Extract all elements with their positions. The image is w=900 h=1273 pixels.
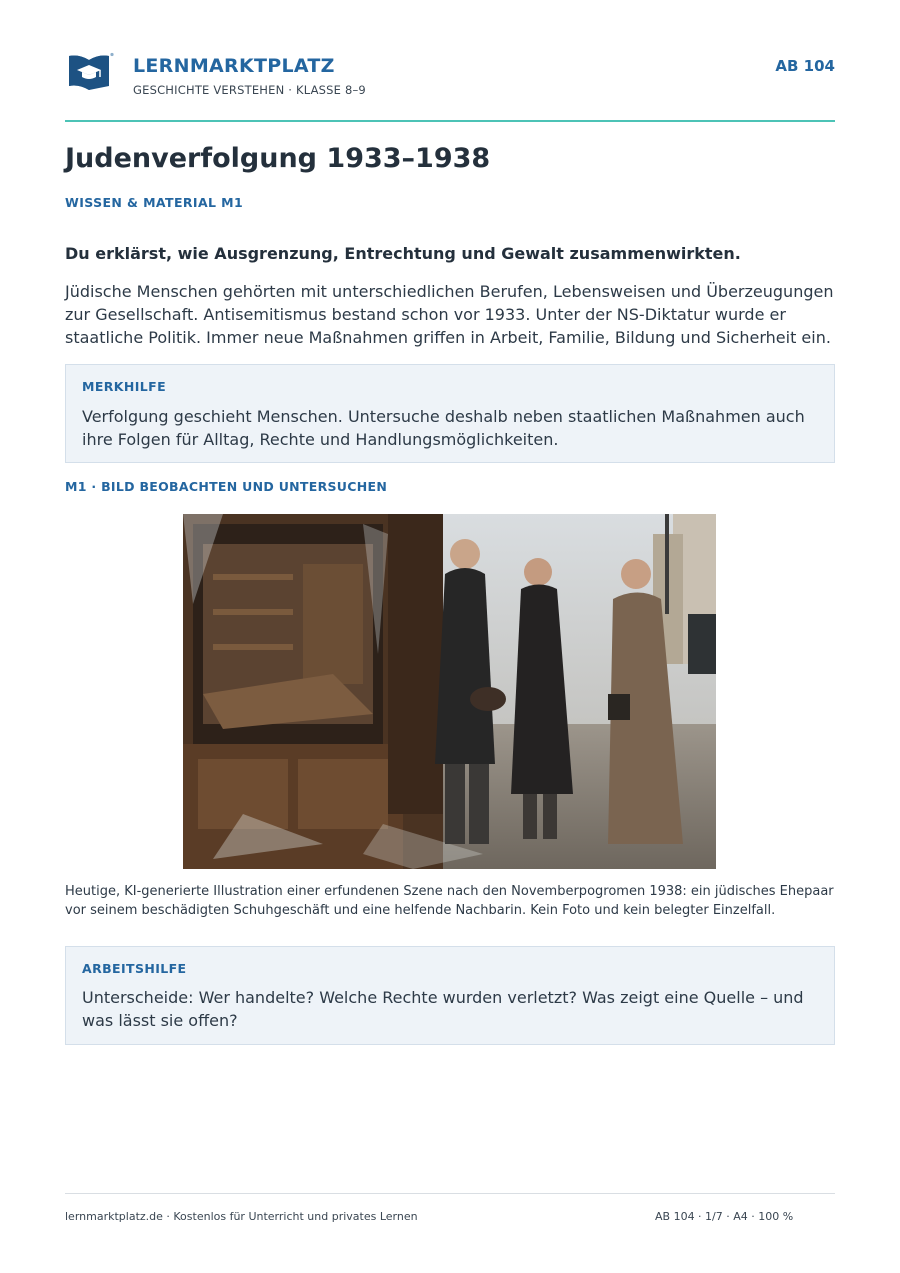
merkhilfe-text: Verfolgung geschieht Menschen. Untersuche deshalb neben staatlichen Maßnahmen auch ihre Folgen für Alltag, Rechte und Handlungsmöglichkeiten. (82, 407, 805, 449)
m1-heading: M1 · BILD BEOBACHTEN UND UNTERSUCHEN (65, 479, 388, 494)
intro-paragraph: Jüdische Menschen gehörten mit unterschiedlichen Berufen, Lebensweisen und Überzeugungen zur Gesellschaft. Antisemitismus bestand schon vor 1933. Unter der NS-Diktatur wurde er staatliche Politik. Immer neue Maßnahmen griffen in Arbeit, Familie, Bildung und Sicherheit ein. (65, 282, 834, 347)
worksheet-page (65, 0, 835, 1273)
footer-page-info: AB 104 · 1/7 · A4 · 100 % (655, 1210, 794, 1223)
arbeitshilfe-label: ARBEITSHILFE (82, 961, 187, 976)
learning-goal: Du erklärst, wie Ausgrenzung, Entrechtung und Gewalt zusammenwirkten. (65, 244, 741, 263)
arbeitshilfe-text: Unterscheide: Wer handelte? Welche Rechte wurden verletzt? Was zeigt eine Quelle – und was lässt sie offen? (82, 988, 804, 1030)
arbeitshilfe-box (65, 946, 835, 1045)
brand-subtitle: GESCHICHTE VERSTEHEN · KLASSE 8–9 (133, 83, 366, 97)
sheet-code: AB 104 (775, 57, 835, 75)
merkhilfe-label: MERKHILFE (82, 379, 167, 394)
brand-name: LERNMARKTPLATZ (133, 55, 335, 77)
m1-caption: Heutige, KI-generierte Illustration einer erfundenen Szene nach den Novemberpogromen 1938: ein jüdisches Ehepaar vor seinem beschädigten Schuhgeschäft und eine helfende Nachbarin. Kein Foto und kein belegter Einzelfall. (65, 884, 834, 918)
footer-site: lernmarktplatz.de · Kostenlos für Unterricht und privates Lernen (65, 1210, 418, 1223)
section-label: WISSEN & MATERIAL M1 (65, 195, 244, 210)
graduation-cap-book-icon (67, 52, 115, 92)
page-title: Judenverfolgung 1933–1938 (65, 143, 491, 174)
merkhilfe-box (65, 364, 835, 463)
m1-illustration (183, 514, 716, 869)
footer-divider (65, 1193, 835, 1194)
header-divider (65, 120, 835, 122)
